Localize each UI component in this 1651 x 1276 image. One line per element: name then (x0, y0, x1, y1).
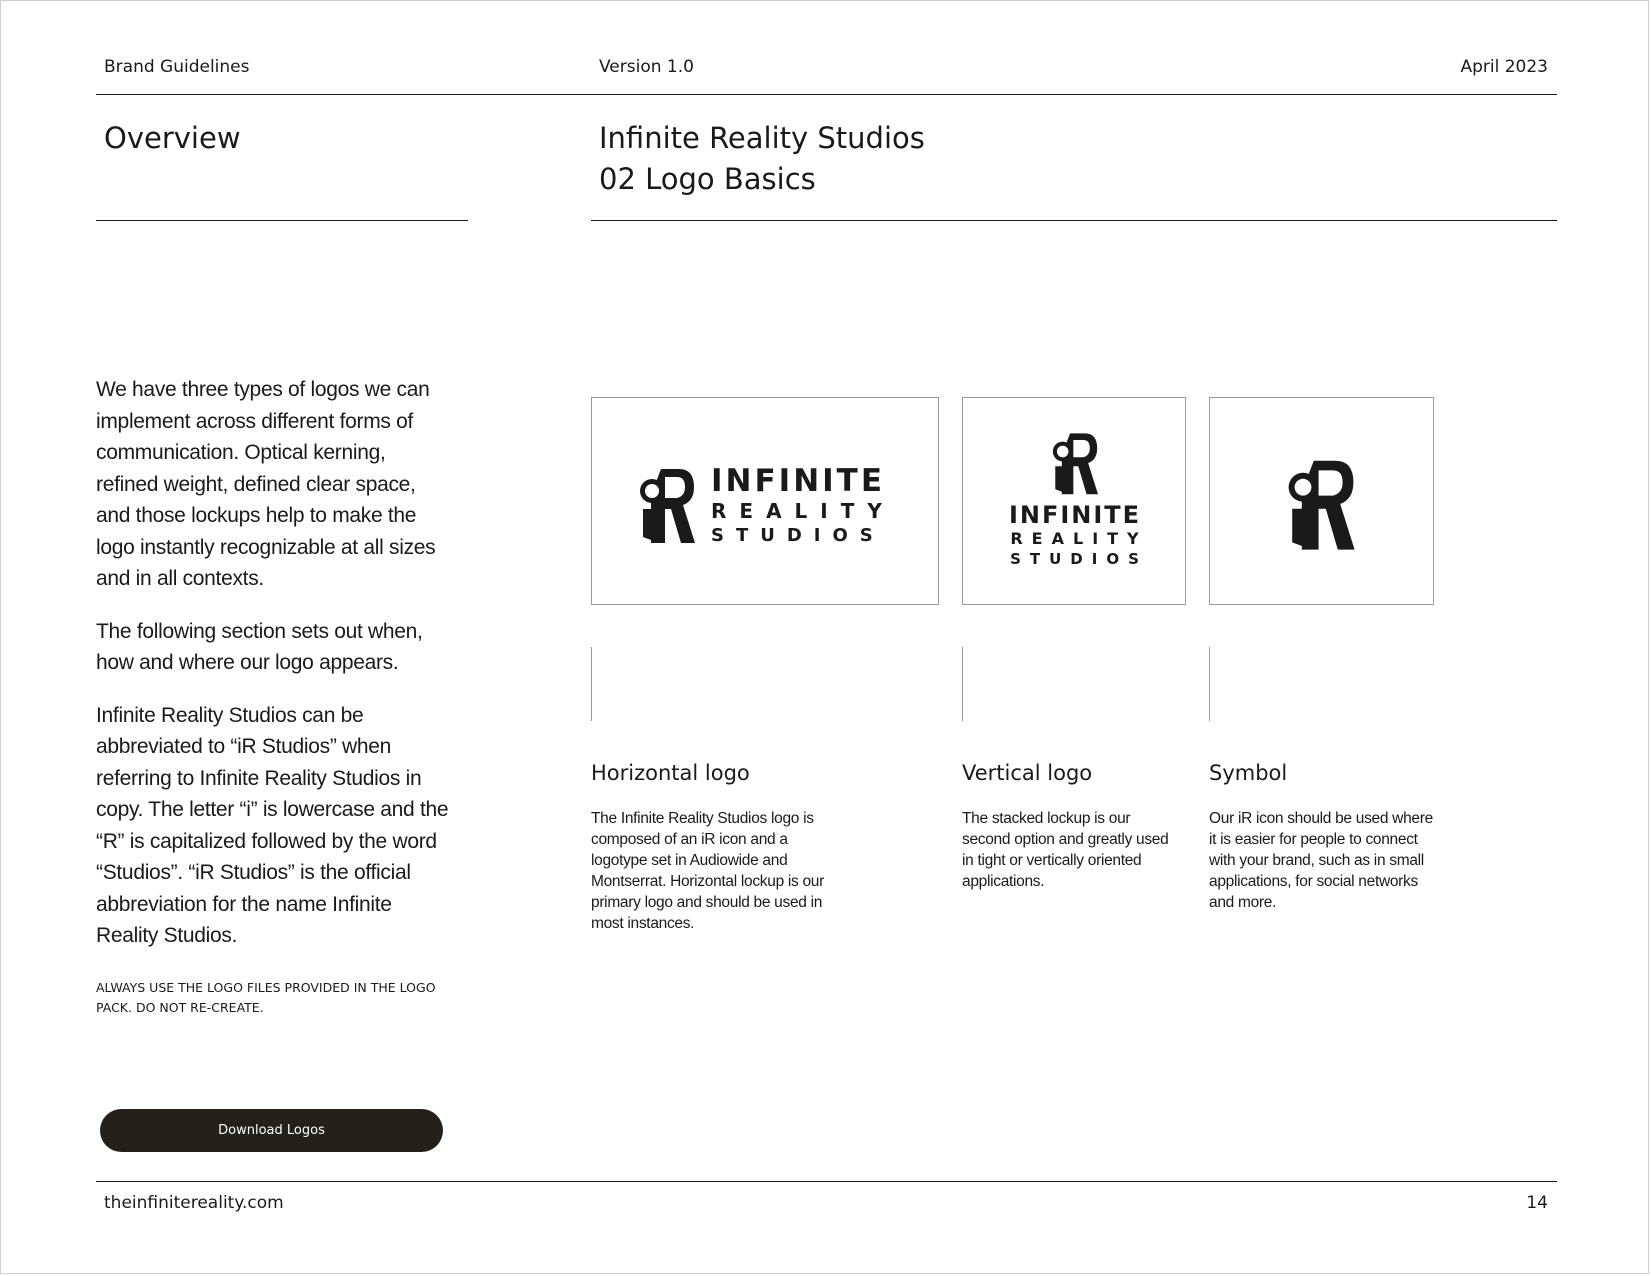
intro-paragraph: Infinite Reality Studios can be abbreviated to “iR Studios” when referring to Infinite Reality Studios in copy. The letter “i” is lowercase and the “R” is capitalized followed by the word “Studios”. “iR Studios” is the official abbreviation for the name Infinite Reality Studios. (96, 703, 449, 947)
intro-paragraph: We have three types of logos we can implement across different forms of communication. Optical kerning, refined weight, defined clear space, and those lockups help to make the logo instantly recognizable at all sizes and in all contexts. (96, 378, 436, 590)
intro-copy (96, 374, 451, 973)
footer-divider (96, 1181, 1557, 1182)
symbol-title: Symbol (1209, 761, 1288, 785)
horizontal-logo-title: Horizontal logo (591, 761, 750, 785)
page-number: 14 (1526, 1193, 1548, 1213)
wordmark-infinite: INFINITE (1008, 501, 1142, 529)
horizontal-logo-description: The Infinite Reality Studios logo is composed of an iR icon and a logotype set in Audiowide and Montserrat. Horizontal lockup is our primary logo and should be used in most instances. (591, 810, 824, 932)
ir-symbol-icon (639, 465, 695, 545)
column-marker (962, 647, 963, 721)
vertical-logo-title: Vertical logo (962, 761, 1093, 785)
column-marker (591, 647, 592, 721)
header-version: Version 1.0 (599, 57, 694, 77)
vertical-logo-card (962, 397, 1186, 605)
ir-symbol-icon (1052, 430, 1098, 496)
footer-url[interactable]: theinfinitereality.com (104, 1193, 284, 1213)
section-title: Overview (104, 121, 241, 155)
header-divider (96, 94, 1557, 95)
section-title-divider (96, 220, 468, 221)
download-logos-button[interactable]: Download Logos (100, 1109, 443, 1152)
symbol-logo-card (1209, 397, 1434, 605)
vertical-logo-description: The stacked lockup is our second option and greatly used in tight or vertically oriented applications. (962, 810, 1169, 890)
wordmark-studios: STUDIOS (1010, 550, 1148, 568)
heading-divider (591, 220, 1557, 221)
page-heading-line2: 02 Logo Basics (599, 162, 816, 196)
wordmark-reality: REALITY (711, 499, 895, 523)
wordmark-studios: STUDIOS (711, 525, 885, 546)
wordmark-infinite: INFINITE (711, 463, 885, 499)
header-document-title: Brand Guidelines (104, 57, 250, 77)
page-heading-line1: Infinite Reality Studios (599, 121, 925, 155)
column-marker (1209, 647, 1210, 721)
symbol-description: Our iR icon should be used where it is easier for people to connect with your brand, such as in small applications, for social networks and more. (1209, 810, 1433, 911)
header-date: April 2023 (1460, 57, 1548, 77)
logo-files-note: ALWAYS USE THE LOGO FILES PROVIDED IN THE LOGO PACK. DO NOT RE-CREATE. (96, 980, 436, 1015)
intro-paragraph: The following section sets out when, how and where our logo appears. (96, 619, 423, 674)
horizontal-logo-card (591, 397, 939, 605)
ir-symbol-icon (1287, 456, 1355, 552)
wordmark-reality: REALITY (1010, 529, 1148, 548)
